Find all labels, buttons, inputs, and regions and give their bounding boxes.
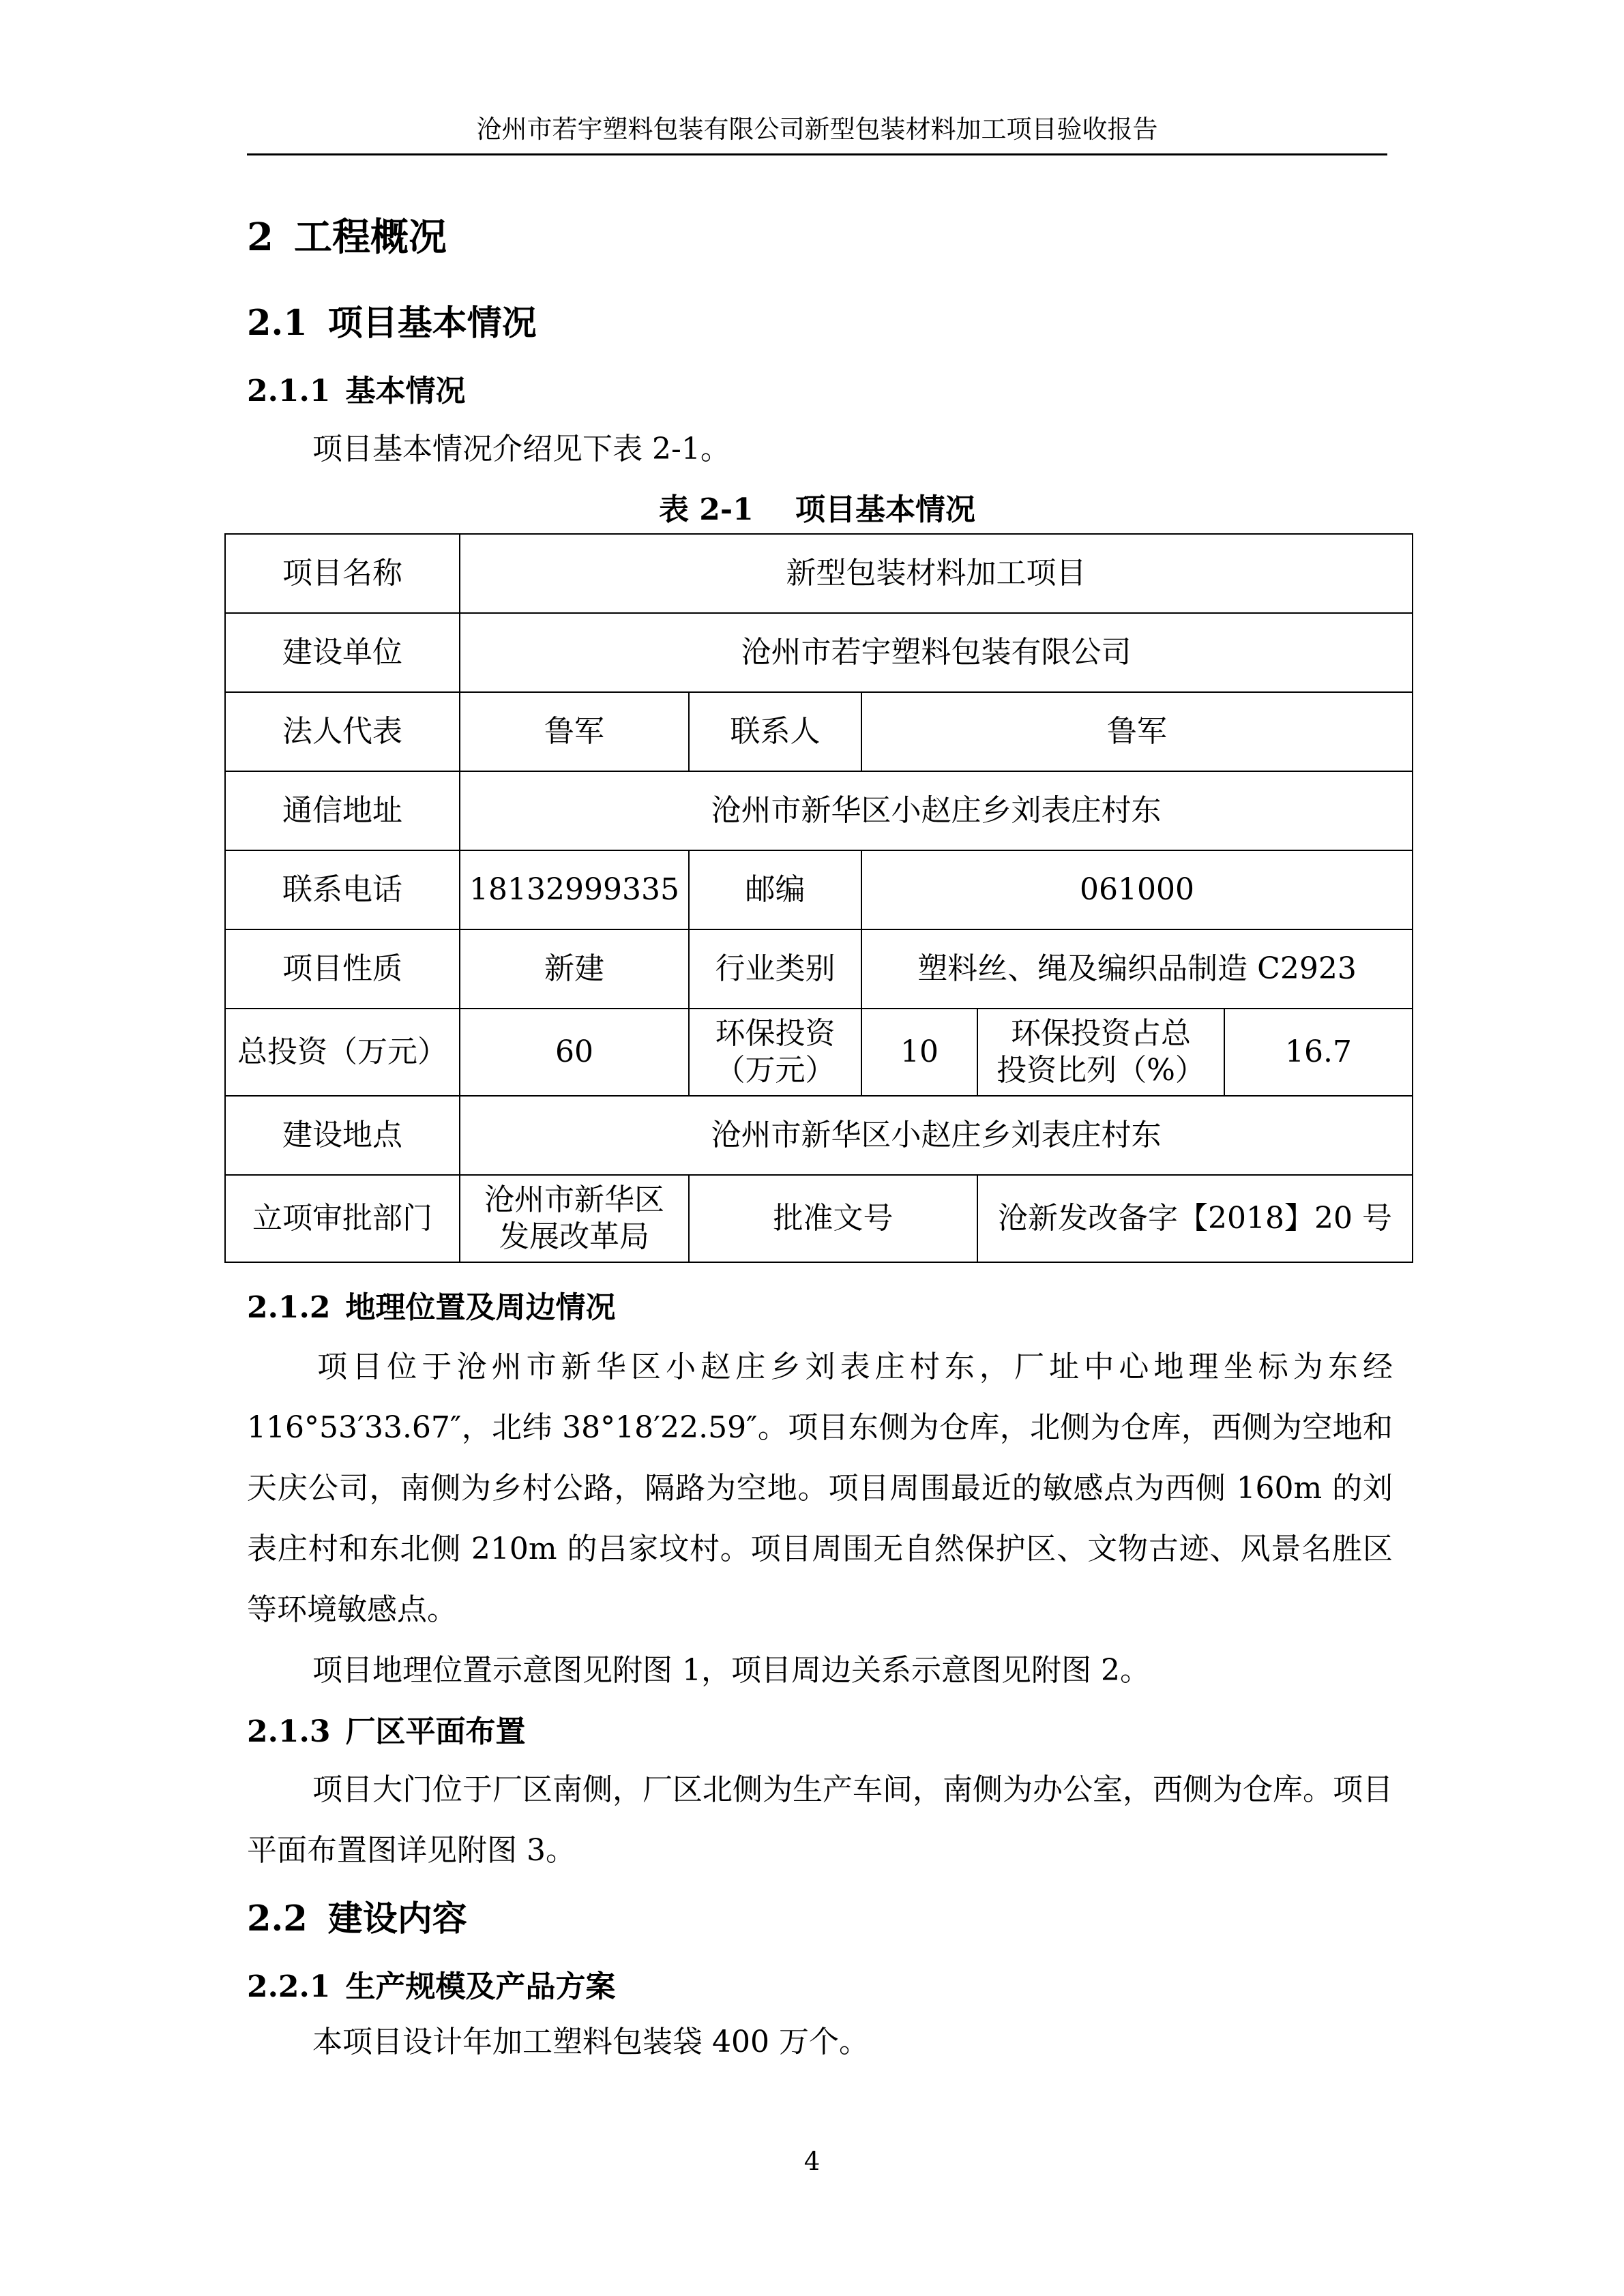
contact-label: 联系人 [689, 692, 861, 771]
contact-value: 鲁军 [861, 692, 1413, 771]
env-ratio-value: 16.7 [1224, 1009, 1413, 1096]
section-title: 建设内容 [327, 1898, 467, 1939]
address-label: 通信地址 [225, 771, 460, 850]
location-paragraph: 项目位于沧州市新华区小赵庄乡刘表庄村东，厂址中心地理坐标为东经 116°53′33.67″，北纬 38°18′22.59″。项目东侧为仓库，北侧为仓库，西侧为空地和天庆公司，南侧为乡村公路，隔路为空地。项目周围最近的敏感点为西侧 160m 的刘表庄村和东北侧 210m 的吕家坟村。项目周围无自然保护区、文物古迹、风景名胜区等环境敏感点。 [247, 1350, 1393, 1627]
env-ratio-label: 环保投资占总 投资比列（%） [977, 1009, 1224, 1096]
project-basic-info-table [224, 533, 1413, 1263]
table-row [225, 1096, 1413, 1175]
section-2-1-1-heading [247, 372, 465, 411]
nature-value: 新建 [460, 929, 689, 1009]
address-value: 沧州市新华区小赵庄乡刘表庄村东 [460, 771, 1413, 850]
section-title: 地理位置及周边情况 [345, 1290, 616, 1325]
section-title: 项目基本情况 [327, 303, 537, 344]
location-figure-paragraph: 项目地理位置示意图见附图 1，项目周边关系示意图见附图 2。 [312, 1653, 1150, 1688]
table-row [225, 1175, 1413, 1262]
site-label: 建设地点 [225, 1096, 460, 1175]
section-number: 2.2 [247, 1898, 308, 1939]
section-title: 基本情况 [345, 374, 466, 408]
section-2-1-2-heading [247, 1289, 615, 1327]
postcode-value: 061000 [861, 850, 1413, 929]
approval-dept-label: 立项审批部门 [225, 1175, 460, 1262]
legal-rep-value: 鲁军 [460, 692, 689, 771]
phone-label: 联系电话 [225, 850, 460, 929]
section-2-1-3-heading [247, 1713, 525, 1751]
table-row [225, 1009, 1413, 1096]
section-2-2-heading [247, 1897, 467, 1941]
section-number: 2.1.1 [247, 374, 331, 408]
section-number: 2.1 [247, 303, 308, 344]
industry-value: 塑料丝、绳及编织品制造 C2923 [861, 929, 1413, 1009]
section-2-1-heading [247, 301, 537, 345]
legal-rep-label: 法人代表 [225, 692, 460, 771]
env-invest-label: 环保投资 （万元） [689, 1009, 861, 1096]
project-name-label: 项目名称 [225, 534, 460, 613]
project-name-value: 新型包装材料加工项目 [460, 534, 1413, 613]
page-header-title: 沧州市若宇塑料包装有限公司新型包装材料加工项目验收报告 [476, 115, 1158, 144]
page-number: 4 [803, 2147, 821, 2176]
builder-value: 沧州市若宇塑料包装有限公司 [460, 613, 1413, 692]
table-row [225, 534, 1413, 613]
phone-value: 18132999335 [460, 850, 689, 929]
table-row [225, 613, 1413, 692]
invest-value: 60 [460, 1009, 689, 1096]
builder-label: 建设单位 [225, 613, 460, 692]
industry-label: 行业类别 [689, 929, 861, 1009]
header-rule [247, 153, 1387, 155]
section-title: 工程概况 [293, 215, 447, 260]
approval-no-label: 批准文号 [689, 1175, 977, 1262]
section-title: 生产规模及产品方案 [345, 1969, 616, 2004]
env-invest-value: 10 [861, 1009, 977, 1096]
section-2-heading [247, 213, 447, 261]
table-row [225, 850, 1413, 929]
layout-paragraph: 项目大门位于厂区南侧，厂区北侧为生产车间，南侧为办公室，西侧为仓库。项目平面布置图详见附图 3。 [247, 1772, 1393, 1868]
approval-no-value: 沧新发改备字【2018】20 号 [977, 1175, 1413, 1262]
section-title: 厂区平面布置 [345, 1714, 526, 1749]
table-row [225, 692, 1413, 771]
invest-label: 总投资（万元） [225, 1009, 460, 1096]
table-caption: 表 2-1 项目基本情况 [658, 492, 976, 527]
nature-label: 项目性质 [225, 929, 460, 1009]
site-value: 沧州市新华区小赵庄乡刘表庄村东 [460, 1096, 1413, 1175]
table-intro-paragraph: 项目基本情况介绍见下表 2-1。 [312, 432, 730, 466]
section-2-2-1-heading [247, 1968, 615, 2006]
section-number: 2.1.3 [247, 1714, 331, 1749]
table-row [225, 771, 1413, 850]
section-number: 2.2.1 [247, 1969, 331, 2004]
table-row [225, 929, 1413, 1009]
section-number: 2 [247, 215, 274, 260]
section-number: 2.1.2 [247, 1290, 331, 1325]
approval-dept-value: 沧州市新华区 发展改革局 [460, 1175, 689, 1262]
production-scale-paragraph: 本项目设计年加工塑料包装袋 400 万个。 [312, 2025, 869, 2059]
postcode-label: 邮编 [689, 850, 861, 929]
